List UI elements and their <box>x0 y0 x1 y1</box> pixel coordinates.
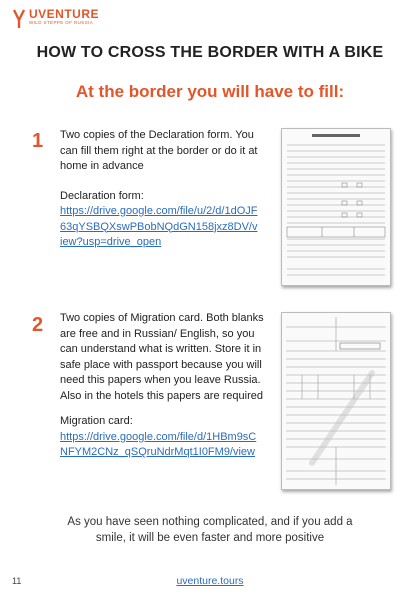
page-number: 11 <box>12 576 22 586</box>
logo-icon <box>12 8 26 30</box>
brand-tagline: WILD STEPPE OF RUSSIA <box>29 20 94 25</box>
declaration-form-image <box>281 128 391 286</box>
migration-card-link[interactable]: https://drive.google.com/file/d/1HBm9sCNFYM2CNz_qSQruNdrMqt1I0FM9/view <box>60 430 257 458</box>
brand-header <box>12 8 99 30</box>
item-number: 2 <box>32 314 44 336</box>
section-title: At the border you will have to fill: <box>75 82 345 101</box>
item-description: Two copies of Migration card. Both blanks are free and in Russian/ English, so you can understand what is written. Store it in safe place with passport because you will need this papers when you leave Russia. Also in the hotels this papers are required <box>60 312 264 402</box>
migration-card-image <box>281 312 391 490</box>
list-item <box>60 311 264 461</box>
brand-name: UVENTURE <box>29 7 100 21</box>
item-label: Migration card: <box>60 415 133 427</box>
declaration-form-link[interactable]: https://drive.google.com/file/u/2/d/1dOJF63qYSBQXswPBobNQdGN158jxz8DV/view?usp=drive_open <box>60 205 258 248</box>
footer-note: As you have seen nothing complicated, and if you add a smile, it will be even faster and more positive <box>67 516 353 544</box>
list-item <box>60 128 258 251</box>
item-label: Declaration form: <box>60 189 144 202</box>
page-title: HOW TO CROSS THE BORDER WITH A BIKE <box>36 44 384 61</box>
item-description: Two copies of the Declaration form. You can fill them right at the border or do it at home in advance <box>60 129 258 172</box>
item-number: 1 <box>32 130 44 152</box>
site-link[interactable]: uventure.tours <box>176 575 244 587</box>
